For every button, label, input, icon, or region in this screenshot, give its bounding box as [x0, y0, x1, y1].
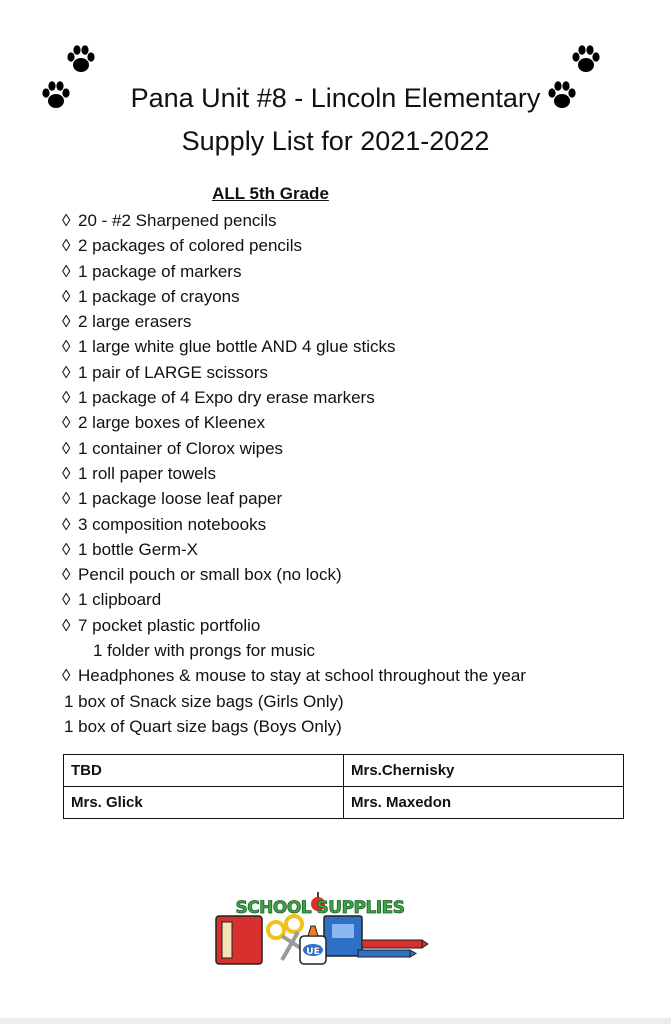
list-item [62, 486, 526, 511]
page-title: Pana Unit #8 - Lincoln Elementary [130, 83, 541, 113]
diamond-bullet-icon: ◊ [62, 261, 71, 281]
diamond-bullet-icon: ◊ [62, 236, 71, 256]
teacher-table [63, 754, 624, 819]
list-item-text: 1 large white glue bottle AND 4 glue sticks [78, 337, 396, 357]
diamond-bullet-icon: ◊ [62, 413, 71, 433]
diamond-bullet-icon: ◊ [62, 463, 71, 483]
list-item-text: 1 package loose leaf paper [78, 489, 283, 509]
list-item [62, 537, 526, 562]
list-item-text: 7 pocket plastic portfolio [78, 615, 261, 635]
list-item-text: 1 bottle Germ-X [78, 539, 198, 559]
diamond-bullet-icon: ◊ [62, 211, 71, 230]
diamond-bullet-icon: ◊ [62, 615, 71, 635]
diamond-bullet-icon: ◊ [62, 565, 71, 585]
page-bottom-edge [0, 1018, 671, 1024]
diamond-bullet-icon: ◊ [62, 388, 71, 408]
teacher-cell: TBD [64, 755, 344, 787]
teacher-cell: Mrs.Chernisky [344, 755, 624, 787]
list-item-text: 1 pair of LARGE scissors [78, 362, 268, 382]
list-item [62, 689, 526, 714]
list-item [62, 587, 526, 612]
list-item-text: 20 - #2 Sharpened pencils [78, 211, 277, 230]
paw-print-icon [569, 42, 603, 76]
list-item-text: 2 large boxes of Kleenex [78, 413, 266, 433]
list-item-text: 1 package of crayons [78, 286, 240, 306]
list-item [62, 714, 526, 739]
paw-print-icon [64, 42, 98, 76]
list-item-text: 2 large erasers [78, 312, 192, 332]
list-item [62, 284, 526, 309]
list-item [62, 613, 526, 638]
diamond-bullet-icon: ◊ [62, 666, 71, 686]
diamond-bullet-icon: ◊ [62, 337, 71, 357]
list-item [62, 562, 526, 587]
list-item [62, 410, 526, 435]
list-item-text: 2 packages of colored pencils [78, 236, 302, 256]
teacher-cell: Mrs. Maxedon [344, 787, 624, 819]
list-item [62, 360, 526, 385]
school-supplies-logo [212, 886, 428, 968]
supply-list [62, 208, 526, 739]
list-item [62, 208, 526, 233]
list-item [62, 663, 526, 688]
list-item [62, 638, 526, 663]
diamond-bullet-icon: ◊ [62, 539, 71, 559]
glue-bottle-label: UE [306, 947, 320, 957]
diamond-bullet-icon: ◊ [62, 438, 71, 458]
list-item-text: 1 package of 4 Expo dry erase markers [78, 388, 375, 408]
table-row [64, 755, 624, 787]
list-item [62, 233, 526, 258]
grade-heading: ALL 5th Grade [212, 184, 329, 203]
list-item-text: 3 composition notebooks [78, 514, 267, 534]
diamond-bullet-icon: ◊ [62, 362, 71, 382]
diamond-bullet-icon: ◊ [62, 286, 71, 306]
list-item [62, 436, 526, 461]
diamond-bullet-icon: ◊ [62, 590, 71, 610]
list-item [62, 461, 526, 486]
list-item-text: 1 clipboard [78, 590, 162, 610]
diamond-bullet-icon: ◊ [62, 489, 71, 509]
list-item-text: 1 box of Quart size bags (Boys Only) [64, 716, 342, 736]
page-subtitle: Supply List for 2021-2022 [181, 126, 490, 156]
list-item-text: 1 roll paper towels [78, 463, 216, 483]
list-item-text: 1 package of markers [78, 261, 242, 281]
list-item [62, 385, 526, 410]
diamond-bullet-icon: ◊ [62, 514, 71, 534]
list-item [62, 512, 526, 537]
list-item-text: 1 folder with prongs for music [93, 641, 316, 661]
list-item-text: Headphones & mouse to stay at school throughout the year [78, 666, 526, 686]
teacher-cell: Mrs. Glick [64, 787, 344, 819]
list-item-text: 1 box of Snack size bags (Girls Only) [64, 691, 344, 711]
list-item-text: 1 container of Clorox wipes [78, 438, 284, 458]
list-item [62, 259, 526, 284]
list-item [62, 309, 526, 334]
table-row [64, 787, 624, 819]
list-item-text: Pencil pouch or small box (no lock) [78, 565, 342, 585]
diamond-bullet-icon: ◊ [62, 312, 71, 332]
list-item [62, 334, 526, 359]
logo-text: SCHOOL SUPPLIES [235, 898, 405, 918]
